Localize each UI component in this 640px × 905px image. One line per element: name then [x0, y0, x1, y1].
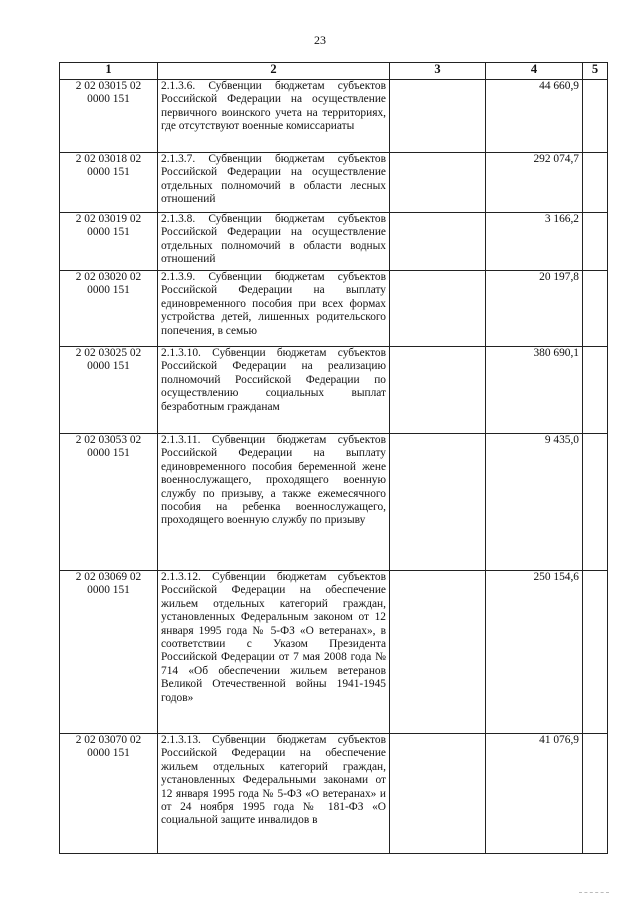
row-code: 2 02 03070 02 0000 151 [60, 734, 158, 854]
row-code: 2 02 03020 02 0000 151 [60, 271, 158, 347]
header-col-5: 5 [583, 63, 608, 80]
row-value: 250 154,6 [486, 571, 583, 734]
row-col5 [583, 213, 608, 271]
row-value: 44 660,9 [486, 80, 583, 153]
row-value: 9 435,0 [486, 434, 583, 571]
row-value: 292 074,7 [486, 153, 583, 213]
table-row [60, 734, 608, 854]
table-row [60, 153, 608, 213]
row-col3 [390, 571, 486, 734]
row-value: 41 076,9 [486, 734, 583, 854]
header-col-1: 1 [60, 63, 158, 80]
row-description: 2.1.3.13. Субвенции бюджетам субъектов Российской Федерации на обеспечение жильем отдельных категорий граждан, установленных Федеральными законами от 12 января 1995 года № 5-ФЗ «О ветеранах» и от 24 ноября 1995 года № 181-ФЗ «О социальной защите инвалидов в [158, 734, 390, 854]
budget-table [59, 62, 608, 854]
row-code: 2 02 03053 02 0000 151 [60, 434, 158, 571]
row-col5 [583, 153, 608, 213]
row-col3 [390, 347, 486, 434]
row-value: 380 690,1 [486, 347, 583, 434]
table-row [60, 213, 608, 271]
row-code: 2 02 03018 02 0000 151 [60, 153, 158, 213]
row-col5 [583, 80, 608, 153]
row-col3 [390, 213, 486, 271]
page-number: 23 [314, 33, 326, 47]
row-description: 2.1.3.6. Субвенции бюджетам субъектов Российской Федерации на осуществление первичного воинского учета на территориях, где отсутствуют военные комиссариаты [158, 80, 390, 153]
row-value: 20 197,8 [486, 271, 583, 347]
row-col5 [583, 734, 608, 854]
row-description: 2.1.3.12. Субвенции бюджетам субъектов Российской Федерации на обеспечение жильем отдельных категорий граждан, установленных Федеральным законом от 12 января 1995 года № 5-ФЗ «О ветеранах», в соответствии с Указом Президента Российской Федерации от 7 мая 2008 года № 714 «Об обеспечении жильем ветеранов Великой Отечественной войны 1941-1945 годов» [158, 571, 390, 734]
row-code: 2 02 03069 02 0000 151 [60, 571, 158, 734]
header-col-2: 2 [158, 63, 390, 80]
row-col5 [583, 571, 608, 734]
row-col3 [390, 153, 486, 213]
table-row [60, 347, 608, 434]
row-description: 2.1.3.8. Субвенции бюджетам субъектов Российской Федерации на осуществление отдельных полномочий в области водных отношений [158, 213, 390, 271]
scan-artifact [579, 892, 609, 895]
header-col-3: 3 [390, 63, 486, 80]
row-col5 [583, 347, 608, 434]
table-row [60, 434, 608, 571]
row-code: 2 02 03019 02 0000 151 [60, 213, 158, 271]
table-row [60, 271, 608, 347]
row-description: 2.1.3.9. Субвенции бюджетам субъектов Российской Федерации на выплату единовременного пособия при всех формах устройства детей, лишенных родительского попечения, в семью [158, 271, 390, 347]
row-col3 [390, 734, 486, 854]
row-col5 [583, 271, 608, 347]
table-row [60, 80, 608, 153]
header-col-4: 4 [486, 63, 583, 80]
row-col3 [390, 80, 486, 153]
header-row [60, 63, 608, 80]
row-col5 [583, 434, 608, 571]
row-code: 2 02 03025 02 0000 151 [60, 347, 158, 434]
row-code: 2 02 03015 02 0000 151 [60, 80, 158, 153]
row-value: 3 166,2 [486, 213, 583, 271]
table-row [60, 571, 608, 734]
row-col3 [390, 434, 486, 571]
row-description: 2.1.3.11. Субвенции бюджетам субъектов Российской Федерации на выплату единовременного пособия беременной жене военнослужащего, проходящего военную службу по призыву, а также ежемесячного пособия на ребенка военнослужащего, проходящего военную службу по призыву [158, 434, 390, 571]
row-description: 2.1.3.10. Субвенции бюджетам субъектов Российской Федерации на реализацию полномочий Российской Федерации по осуществлению социальных выплат безработным гражданам [158, 347, 390, 434]
row-description: 2.1.3.7. Субвенции бюджетам субъектов Российской Федерации на осуществление отдельных полномочий в области лесных отношений [158, 153, 390, 213]
row-col3 [390, 271, 486, 347]
